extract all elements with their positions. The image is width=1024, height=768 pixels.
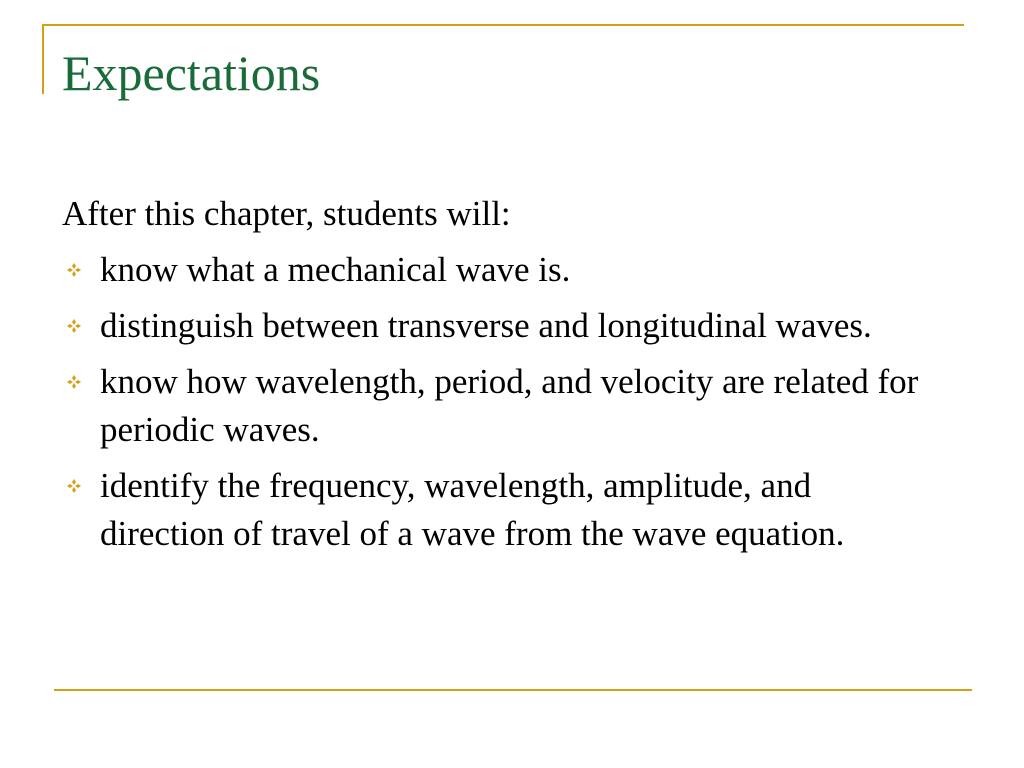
bullet-text: know what a mechanical wave is. <box>100 250 571 289</box>
four-diamond-bullet-icon <box>66 478 82 494</box>
frame-left-rule <box>42 24 44 94</box>
slide-title: Expectations <box>62 45 321 101</box>
frame-bottom-rule <box>54 689 972 691</box>
frame-top-rule <box>42 24 964 26</box>
intro-text: After this chapter, students will: <box>62 194 511 233</box>
four-diamond-bullet-icon <box>66 374 82 390</box>
bullet-text: distinguish between transverse and longitudinal waves. <box>100 306 872 345</box>
slide-body <box>62 190 942 558</box>
bullet-text: know how wavelength, period, and velocity are related for periodic waves. <box>100 362 919 449</box>
bullet-list <box>62 246 942 558</box>
bullet-text: identify the frequency, wavelength, amplitude, and direction of travel of a wave from the wave equation. <box>100 466 845 553</box>
bullet-item <box>62 462 942 558</box>
bullet-item <box>62 358 942 454</box>
four-diamond-bullet-icon <box>66 262 82 278</box>
bullet-item <box>62 302 942 350</box>
four-diamond-bullet-icon <box>66 318 82 334</box>
bullet-item <box>62 246 942 294</box>
